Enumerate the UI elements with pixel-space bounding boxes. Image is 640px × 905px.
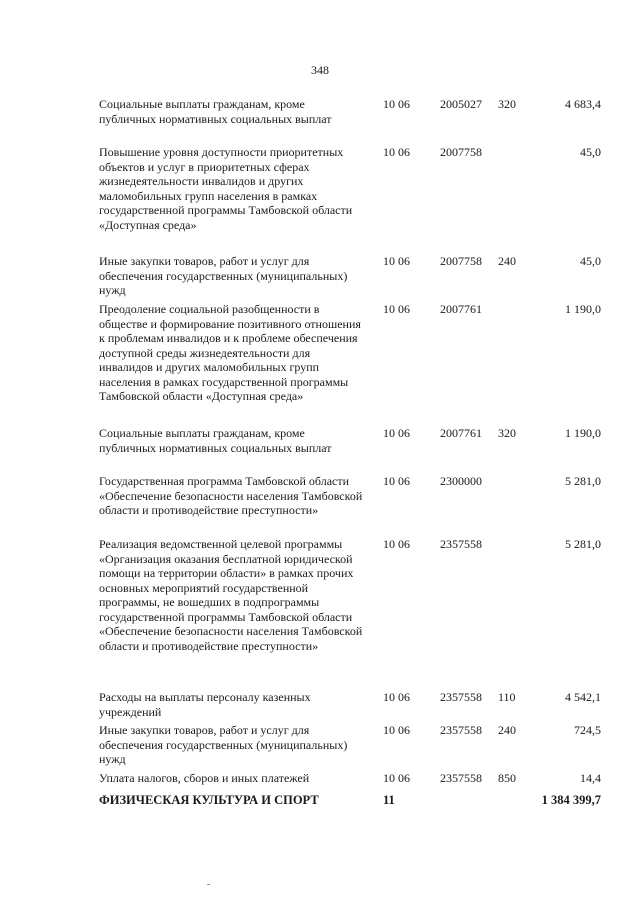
row-expense-type: 850 (498, 771, 516, 785)
page-number: 348 (311, 63, 329, 77)
row-amount: 5 281,0 (565, 474, 601, 488)
row-name: Реализация ведомственной целевой программы «Организация оказания бесплатной юридической помощи на территории области» в рамках прочих основных мероприятий государственной программы, не вошедших в подпрограммы государственной программы Тамбовской области «Обеспечение безопасности населения Тамбовской области и противодействие преступности» (99, 537, 363, 653)
row-expense-type: 240 (498, 723, 516, 737)
row-expense-type: 320 (498, 97, 516, 111)
row-name: Иные закупки товаров, работ и услуг для обеспечения государственных (муниципальных) нужд (99, 254, 348, 297)
row-section: 10 06 (383, 723, 410, 737)
row-amount: 724,5 (574, 723, 601, 737)
row-amount: 1 190,0 (565, 426, 601, 440)
row-amount: 1 190,0 (565, 302, 601, 316)
row-expense-type: 240 (498, 254, 516, 268)
row-name: ФИЗИЧЕСКАЯ КУЛЬТУРА И СПОРТ (99, 793, 319, 807)
row-name: Иные закупки товаров, работ и услуг для обеспечения государственных (муниципальных) нужд (99, 723, 348, 766)
row-section: 10 06 (383, 426, 410, 440)
row-amount: 45,0 (580, 145, 601, 159)
scan-mark (207, 884, 210, 885)
row-target-article: 2007761 (440, 302, 482, 316)
row-section: 10 06 (383, 254, 410, 268)
row-section: 10 06 (383, 771, 410, 785)
row-section: 10 06 (383, 690, 410, 704)
row-target-article: 2357558 (440, 690, 482, 704)
row-amount: 45,0 (580, 254, 601, 268)
row-target-article: 2357558 (440, 771, 482, 785)
row-expense-type: 320 (498, 426, 516, 440)
row-name: Преодоление социальной разобщенности в обществе и формирование позитивного отношения к проблемам инвалидов и к проблеме обеспечения доступной среды жизнедеятельности для инвалидов и других маломобильных групп населения в рамках государственной программы Тамбовской области «Доступная среда» (99, 302, 361, 403)
row-section: 10 06 (383, 97, 410, 111)
row-amount: 14,4 (580, 771, 601, 785)
row-target-article: 2005027 (440, 97, 482, 111)
row-amount: 1 384 399,7 (541, 793, 601, 807)
row-target-article: 2357558 (440, 723, 482, 737)
row-target-article: 2357558 (440, 537, 482, 551)
row-name: Социальные выплаты гражданам, кроме публичных нормативных социальных выплат (99, 426, 332, 455)
row-amount: 5 281,0 (565, 537, 601, 551)
row-section: 10 06 (383, 145, 410, 159)
row-section: 10 06 (383, 474, 410, 488)
row-name: Уплата налогов, сборов и иных платежей (99, 771, 310, 785)
row-target-article: 2300000 (440, 474, 482, 488)
row-target-article: 2007758 (440, 254, 482, 268)
row-target-article: 2007758 (440, 145, 482, 159)
row-section: 10 06 (383, 537, 410, 551)
row-expense-type: 110 (498, 690, 516, 704)
row-amount: 4 542,1 (565, 690, 601, 704)
row-section: 11 (383, 793, 395, 807)
row-name: Социальные выплаты гражданам, кроме публичных нормативных социальных выплат (99, 97, 332, 126)
row-name: Государственная программа Тамбовской области «Обеспечение безопасности населения Тамбовской области и противодействие преступности» (99, 474, 363, 517)
row-name: Расходы на выплаты персоналу казенных учреждений (99, 690, 311, 719)
row-amount: 4 683,4 (565, 97, 601, 111)
row-name: Повышение уровня доступности приоритетных объектов и услуг в приоритетных сферах жизнедеятельности инвалидов и других маломобильных групп населения в рамках государственной программы Тамбовской области «Доступная среда» (99, 145, 353, 232)
row-target-article: 2007761 (440, 426, 482, 440)
row-section: 10 06 (383, 302, 410, 316)
